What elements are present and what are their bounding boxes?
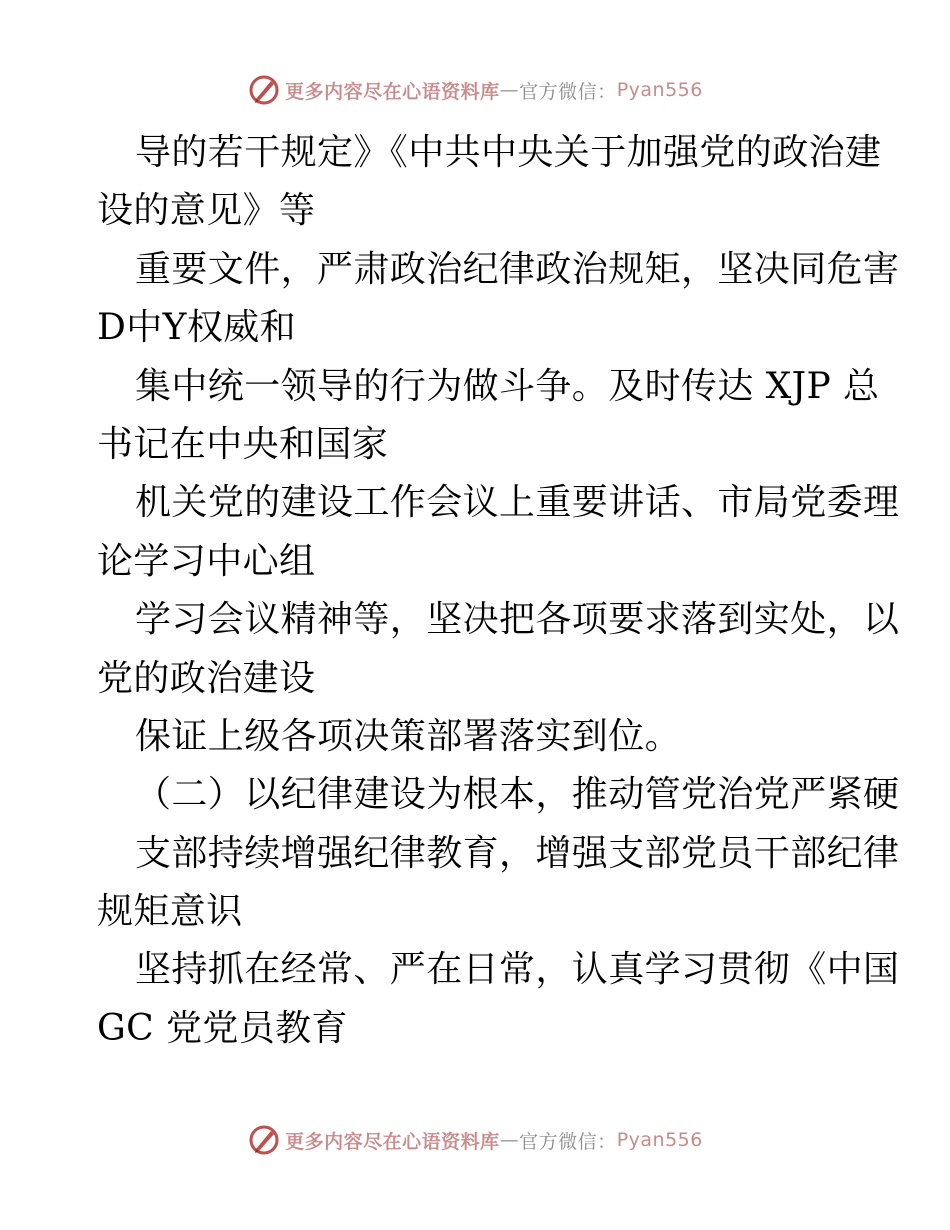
text-line: 规矩意识 <box>97 891 243 933</box>
text-line: 支部持续增强纪律教育，增强支部党员干部纪律 <box>135 832 900 874</box>
watermark-text: 更多内容尽在心语资料库 <box>285 1130 500 1153</box>
text-line: 学习会议精神等，坚决把各项要求落到实处，以 <box>135 599 900 641</box>
text-line: 党的政治建设 <box>97 657 316 699</box>
watermark-separator: — <box>499 1129 520 1151</box>
text-line: D中Y权威和 <box>97 307 297 349</box>
text-line: 书记在中央和国家 <box>97 423 389 465</box>
text-line: 论学习中心组 <box>97 540 316 582</box>
text-line: 保证上级各项决策部署落实到位。 <box>135 715 682 757</box>
watermark-wechat-id: Pyan556 <box>616 1129 703 1151</box>
watermark-wechat-label: 官方微信： <box>519 1130 617 1153</box>
text-line: 重要文件，严肃政治纪律政治规矩，坚决同危害 <box>135 248 900 290</box>
watermark-wechat-id: Pyan556 <box>616 79 703 101</box>
watermark-header <box>0 70 950 110</box>
watermark-separator: — <box>499 79 520 101</box>
text-line: GC 党党员教育 <box>97 1007 348 1049</box>
text-line: 设的意见》等 <box>97 190 316 232</box>
text-line: 导的若干规定》《中共中央关于加强党的政治建 <box>135 132 882 173</box>
document-body <box>97 124 900 1058</box>
text-line: 坚持抓在经常、严在日常，认真学习贯彻《中国 <box>135 949 900 991</box>
text-line: 集中统一领导的行为做斗争。及时传达 XJP 总 <box>135 365 880 407</box>
watermark-footer <box>0 1120 950 1160</box>
text-line: 机关党的建设工作会议上重要讲话、市局党委理 <box>135 482 900 524</box>
pen-circle-logo-icon <box>247 73 281 107</box>
pen-circle-logo-icon <box>247 1123 281 1157</box>
watermark-text: 更多内容尽在心语资料库 <box>285 80 500 103</box>
section-heading: （二）以纪律建设为根本，推动管党治党严紧硬 <box>135 774 900 816</box>
watermark-wechat-label: 官方微信： <box>519 80 617 103</box>
